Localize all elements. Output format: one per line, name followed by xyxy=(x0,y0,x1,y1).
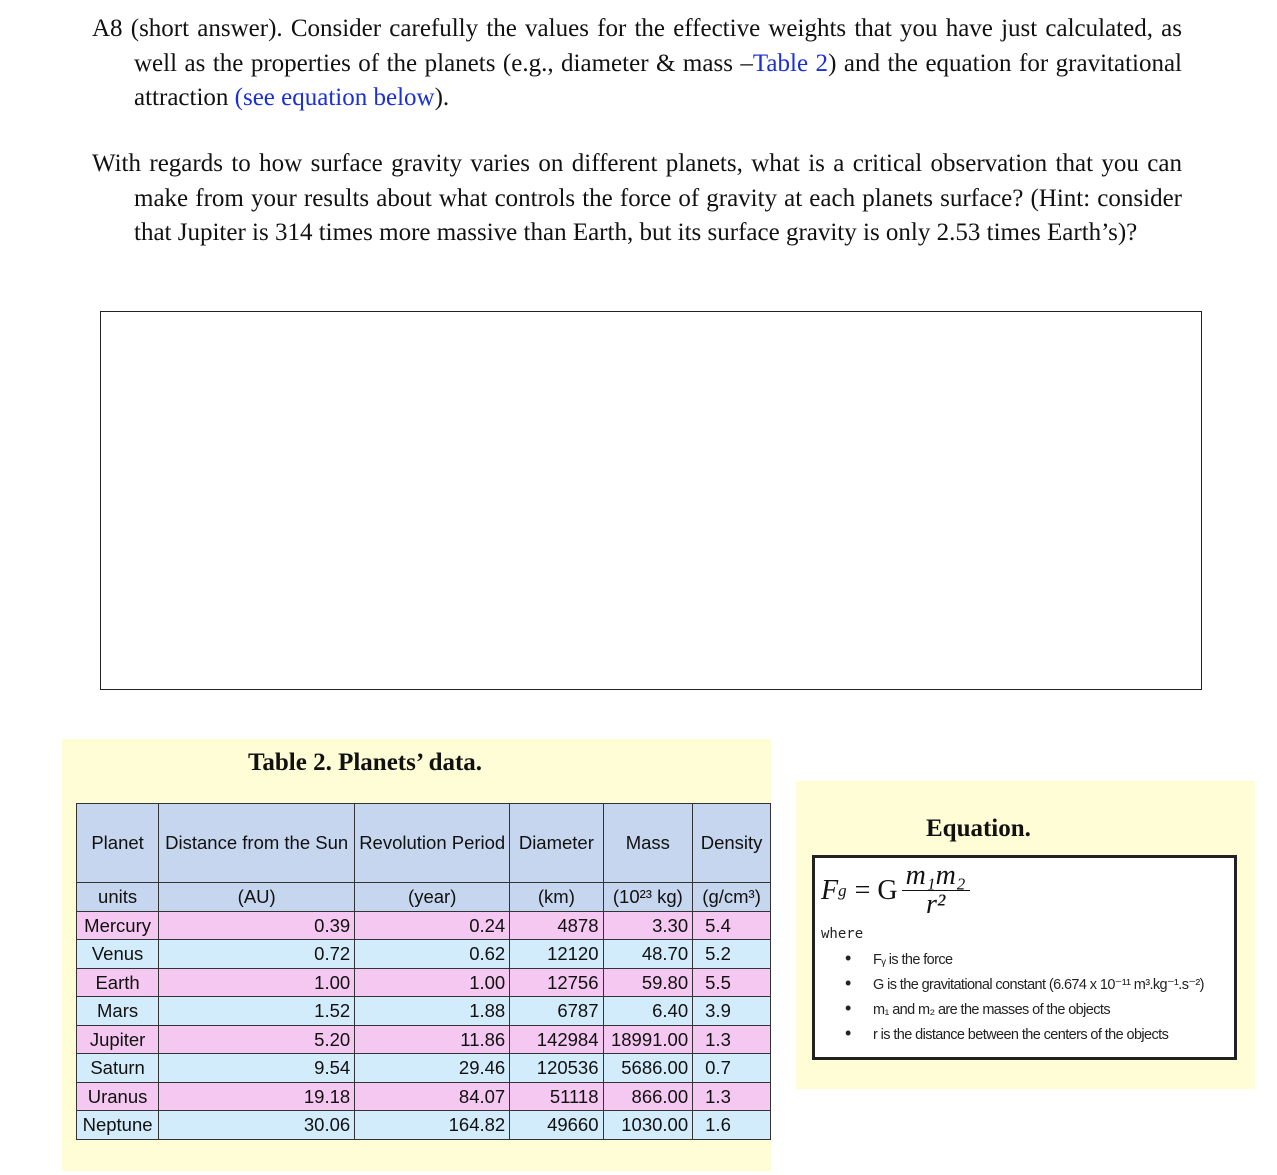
diameter-cell: 6787 xyxy=(510,997,603,1026)
table-row xyxy=(77,1025,771,1054)
diameter-cell: 4878 xyxy=(510,911,603,940)
units-density: (g/cm³) xyxy=(693,883,771,912)
revolution-cell: 0.24 xyxy=(355,911,510,940)
table-row xyxy=(77,968,771,997)
revolution-cell: 1.00 xyxy=(355,968,510,997)
header-distance: Distance from the Sun xyxy=(159,804,355,883)
question-text-mid: ) and the equation for gravitational attraction xyxy=(134,49,1183,111)
density-cell: 5.4 xyxy=(693,911,771,940)
planet-name: Mars xyxy=(77,997,159,1026)
mass-cell: 48.70 xyxy=(603,940,693,969)
units-diameter: (km) xyxy=(510,883,603,912)
density-cell: 0.7 xyxy=(693,1054,771,1083)
table-row xyxy=(77,1082,771,1111)
planet-name: Mercury xyxy=(77,911,159,940)
mass-cell: 6.40 xyxy=(603,997,693,1026)
distance-cell: 1.52 xyxy=(159,997,355,1026)
density-cell: 3.9 xyxy=(693,997,771,1026)
table-units-row xyxy=(77,883,771,912)
planet-name: Uranus xyxy=(77,1082,159,1111)
definitions-list xyxy=(845,946,1204,1046)
distance-cell: 0.39 xyxy=(159,911,355,940)
planet-name: Jupiter xyxy=(77,1025,159,1054)
table-panel xyxy=(62,739,771,1171)
density-cell: 5.2 xyxy=(693,940,771,969)
header-diameter: Diameter xyxy=(510,804,603,883)
formula-equals: = G xyxy=(854,874,898,906)
distance-cell: 0.72 xyxy=(159,940,355,969)
header-mass: Mass xyxy=(603,804,693,883)
question-text: A8 (short answer). Consider carefully the values for the effective weights that you have just calculated, as well as the properties of the planets (e.g., diameter & mass – xyxy=(92,15,1182,77)
definition-force: • Fᵧ is the force xyxy=(845,946,1204,971)
planet-name: Venus xyxy=(77,940,159,969)
planet-name: Earth xyxy=(77,968,159,997)
definition-distance: • r is the distance between the centers of the objects xyxy=(845,1021,1204,1046)
equation-panel xyxy=(796,781,1255,1089)
diameter-cell: 12120 xyxy=(510,940,603,969)
formula-lhs-subscript: g xyxy=(838,880,847,900)
units-revolution: (year) xyxy=(355,883,510,912)
diameter-cell: 49660 xyxy=(510,1111,603,1140)
equation-box xyxy=(812,855,1237,1060)
definition-masses: • m₁ and m₂ are the masses of the objects xyxy=(845,996,1204,1021)
table-2-link[interactable]: Table 2 xyxy=(752,49,829,77)
header-density: Density xyxy=(693,804,771,883)
table-title: Table 2. Planets’ data. xyxy=(248,749,483,776)
revolution-cell: 1.88 xyxy=(355,997,510,1026)
definition-constant: • G is the gravitational constant (6.674 x 10⁻¹¹ m³.kg⁻¹.s⁻²) xyxy=(845,971,1204,996)
density-cell: 1.3 xyxy=(693,1082,771,1111)
distance-cell: 30.06 xyxy=(159,1111,355,1140)
table-row xyxy=(77,940,771,969)
distance-cell: 1.00 xyxy=(159,968,355,997)
units-mass: (10²³ kg) xyxy=(603,883,693,912)
revolution-cell: 84.07 xyxy=(355,1082,510,1111)
mass-cell: 866.00 xyxy=(603,1082,693,1111)
gravity-formula xyxy=(821,862,970,919)
mass-cell: 3.30 xyxy=(603,911,693,940)
density-cell: 1.3 xyxy=(693,1025,771,1054)
table-header-row xyxy=(77,804,771,883)
planets-table xyxy=(76,803,771,1140)
question-text-end: ). xyxy=(434,84,450,111)
where-label: where xyxy=(821,926,864,942)
planet-name: Neptune xyxy=(77,1111,159,1140)
prompt-text: With regards to how surface gravity varies on different planets, what is a critical observation that you can make from your results about what controls the force of gravity at each planets surface? (Hint: consider that Jupiter is 314 times more massive than Earth, but its surface gravity is only 2.53 times Earth’s)? xyxy=(92,150,1182,246)
diameter-cell: 51118 xyxy=(510,1082,603,1111)
formula-fraction xyxy=(902,862,970,919)
formula-denominator: r² xyxy=(925,889,946,920)
units-distance: (AU) xyxy=(159,883,355,912)
revolution-cell: 164.82 xyxy=(355,1111,510,1140)
planet-name: Saturn xyxy=(77,1054,159,1083)
distance-cell: 9.54 xyxy=(159,1054,355,1083)
see-equation-link[interactable]: (see equation below xyxy=(234,84,435,111)
prompt-paragraph xyxy=(92,147,1182,251)
diameter-cell: 142984 xyxy=(510,1025,603,1054)
revolution-cell: 0.62 xyxy=(355,940,510,969)
mass-cell: 1030.00 xyxy=(603,1111,693,1140)
question-paragraph xyxy=(92,12,1182,116)
formula-numerator: m₁m₂ xyxy=(902,862,970,891)
table-row xyxy=(77,911,771,940)
distance-cell: 5.20 xyxy=(159,1025,355,1054)
header-planet: Planet xyxy=(77,804,159,883)
units-label: units xyxy=(77,883,159,912)
revolution-cell: 11.86 xyxy=(355,1025,510,1054)
answer-input-box[interactable] xyxy=(100,311,1202,690)
density-cell: 5.5 xyxy=(693,968,771,997)
table-row xyxy=(77,1111,771,1140)
formula-lhs: F xyxy=(821,874,839,906)
revolution-cell: 29.46 xyxy=(355,1054,510,1083)
diameter-cell: 120536 xyxy=(510,1054,603,1083)
table-row xyxy=(77,997,771,1026)
header-revolution: Revolution Period xyxy=(355,804,510,883)
mass-cell: 59.80 xyxy=(603,968,693,997)
mass-cell: 18991.00 xyxy=(603,1025,693,1054)
mass-cell: 5686.00 xyxy=(603,1054,693,1083)
table-row xyxy=(77,1054,771,1083)
distance-cell: 19.18 xyxy=(159,1082,355,1111)
diameter-cell: 12756 xyxy=(510,968,603,997)
density-cell: 1.6 xyxy=(693,1111,771,1140)
equation-title: Equation. xyxy=(926,815,1031,842)
